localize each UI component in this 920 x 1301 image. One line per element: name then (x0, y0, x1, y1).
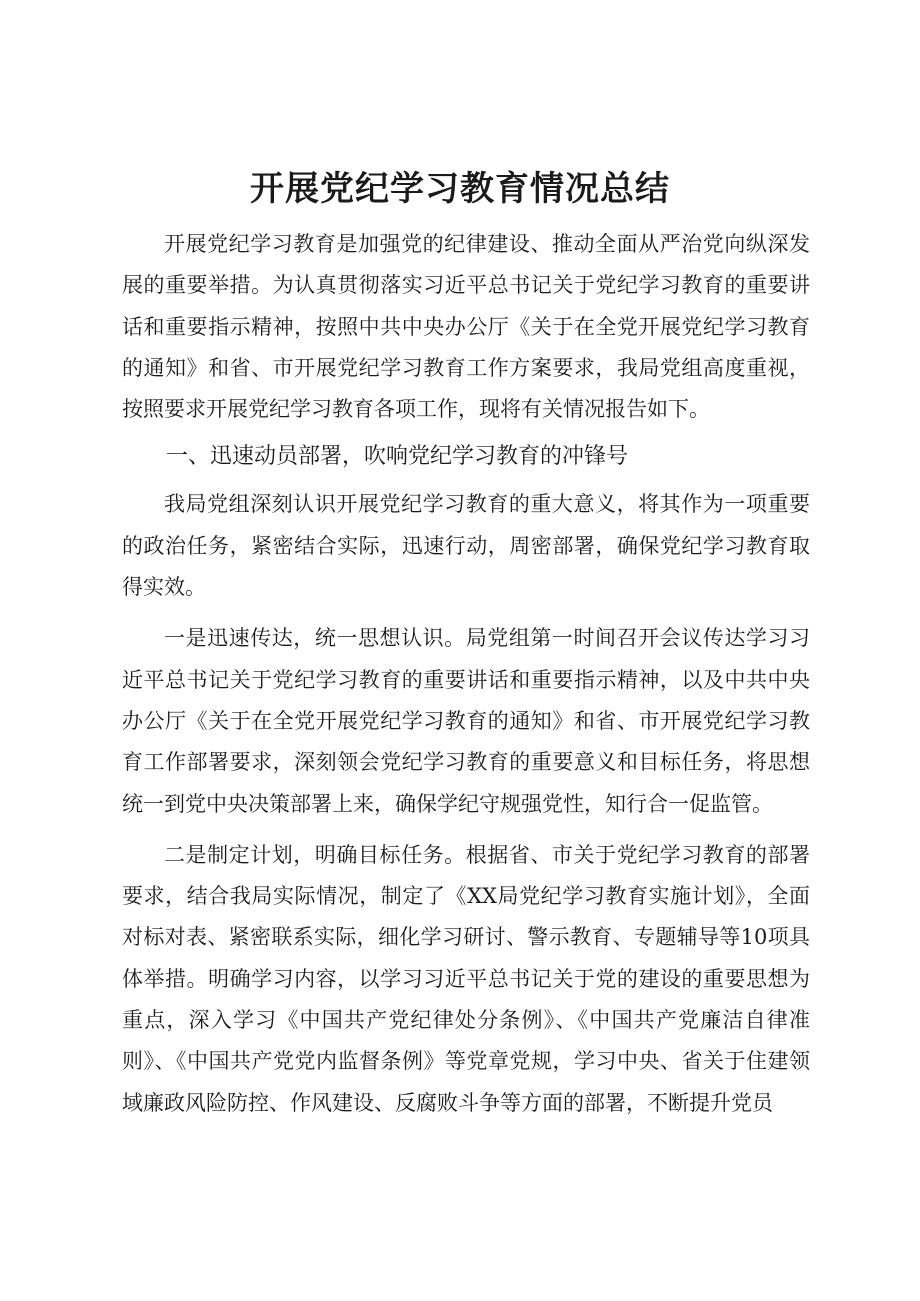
section-1-heading: 一、迅速动员部署，吹响党纪学习教育的冲锋号 (166, 444, 629, 470)
section-1-paragraph-3: 二是制定计划，明确目标任务。根据省、市关于党纪学习教育的部署要求，结合我局实际情况，制定了《XX局党纪学习教育实施计划》，全面对标对表、紧密联系实际，细化学习研讨、警示教育、专题辅导等10项具体举措。明确学习内容，以学习习近平总书记关于党的建设的重要思想为重点，深入学习《中国共产党纪律处分条例》、《中国共产党廉洁自律准则》、《中国共产党党内监督条例》等党章党规，学习中央、省关于住建领域廉政风险防控、作风建设、反腐败斗争等方面的部署，不断提升党员 (122, 842, 810, 1115)
intro-paragraph: 开展党纪学习教育是加强党的纪律建设、推动全面从严治党向纵深发展的重要举措。为认真贯彻落实习近平总书记关于党纪学习教育的重要讲话和重要指示精神，按照中共中央办公厅《关于在全党开展党纪学习教育的通知》和省、市开展党纪学习教育工作方案要求，我局党组高度重视，按照要求开展党纪学习教育各项工作，现将有关情况报告如下。 (122, 232, 810, 422)
section-1-paragraph-1: 我局党组深刻认识开展党纪学习教育的重大意义，将其作为一项重要的政治任务，紧密结合实际，迅速行动，周密部署，确保党纪学习教育取得实效。 (122, 492, 810, 600)
document-body (122, 224, 810, 1124)
document-title: 开展党纪学习教育情况总结 (250, 169, 670, 209)
section-1-paragraph-2: 一是迅速传达，统一思想认识。局党组第一时间召开会议传达学习习近平总书记关于党纪学习教育的重要讲话和重要指示精神，以及中共中央办公厅《关于在全党开展党纪学习教育的通知》和省、市开展党纪学习教育工作部署要求，深刻领会党纪学习教育的重要意义和目标任务，将思想统一到党中央决策部署上来，确保学纪守规强党性，知行合一促监管。 (122, 626, 810, 816)
